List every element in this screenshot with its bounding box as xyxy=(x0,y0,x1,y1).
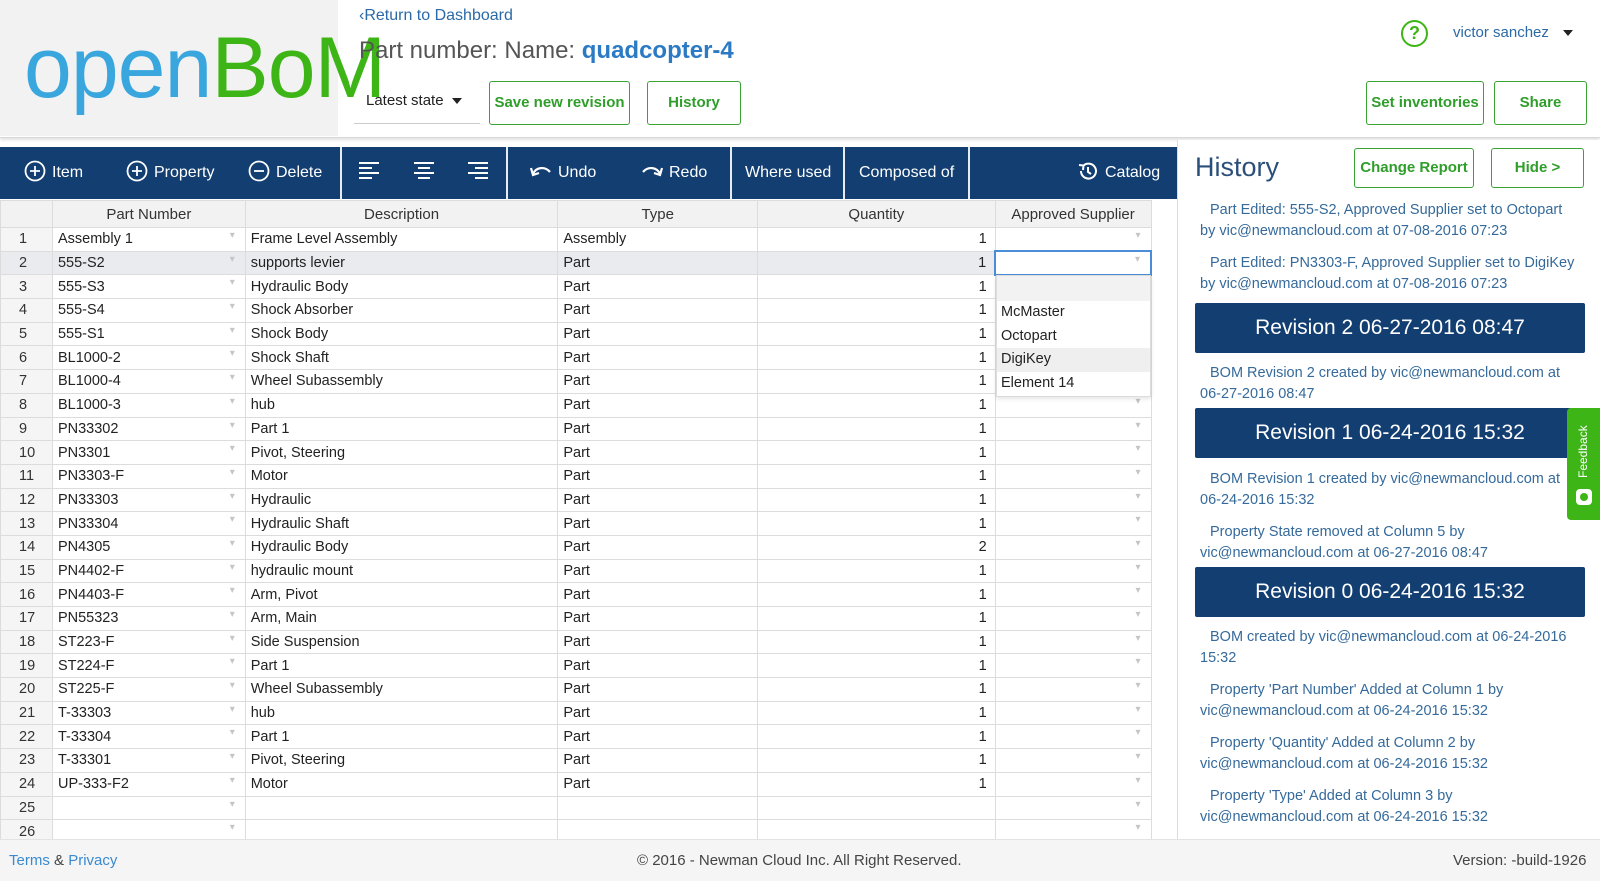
part-number-cell[interactable] xyxy=(52,820,245,839)
type-cell[interactable]: Part xyxy=(558,370,758,394)
table-row[interactable] xyxy=(1,346,1152,370)
type-cell[interactable]: Part xyxy=(558,441,758,465)
toolbar-divider xyxy=(730,147,732,199)
quantity-cell[interactable]: 1 xyxy=(758,299,996,323)
table-row[interactable] xyxy=(1,583,1152,607)
quantity-cell[interactable]: 1 xyxy=(758,701,996,725)
approved-supplier-cell[interactable] xyxy=(995,535,1151,559)
part-number-cell[interactable]: Assembly 1 ▾ xyxy=(52,228,245,252)
table-row[interactable] xyxy=(1,228,1152,252)
history-panel xyxy=(1177,140,1600,839)
part-number-cell[interactable]: ST224-F ▾ xyxy=(52,654,245,678)
part-number-cell[interactable]: PN33304 ▾ xyxy=(52,512,245,536)
row-number: 23 xyxy=(1,749,53,773)
align-left-button[interactable] xyxy=(358,147,386,199)
part-number-cell[interactable]: ST223-F ▾ xyxy=(52,630,245,654)
row-number: 14 xyxy=(1,535,53,559)
openbom-logo[interactable]: openBoM xyxy=(24,20,386,116)
hide-history-button[interactable]: Hide > xyxy=(1491,148,1584,188)
approved-supplier-cell[interactable] xyxy=(995,417,1151,441)
history-title: History xyxy=(1195,152,1280,182)
type-cell[interactable]: Part xyxy=(558,583,758,607)
type-cell[interactable]: Part xyxy=(558,654,758,678)
approved-supplier-cell[interactable] xyxy=(995,749,1151,773)
set-inventories-button[interactable]: Set inventories xyxy=(1366,81,1484,125)
type-cell[interactable]: Part xyxy=(558,275,758,299)
description-cell[interactable]: Wheel Subassembly xyxy=(245,678,558,702)
table-row[interactable] xyxy=(1,251,1152,275)
part-number-cell[interactable]: T-33303 ▾ xyxy=(52,701,245,725)
description-cell[interactable]: Wheel Subassembly xyxy=(245,370,558,394)
user-menu[interactable]: victor sanchez xyxy=(1453,24,1573,41)
approved-supplier-cell[interactable] xyxy=(995,464,1151,488)
part-number-cell[interactable]: 555-S1 ▾ xyxy=(52,322,245,346)
table-row[interactable] xyxy=(1,630,1152,654)
part-number-cell[interactable] xyxy=(52,796,245,820)
approved-supplier-cell[interactable] xyxy=(995,725,1151,749)
approved-supplier-cell[interactable] xyxy=(995,654,1151,678)
part-number-cell[interactable]: 555-S2 ▾ xyxy=(52,251,245,275)
type-cell[interactable]: Part xyxy=(558,322,758,346)
row-number: 6 xyxy=(1,346,53,370)
align-right-icon xyxy=(467,161,489,181)
align-left-icon xyxy=(358,161,380,181)
description-cell[interactable]: Hydraulic Body xyxy=(245,535,558,559)
history-entry: BOM Revision 2 created by vic@newmancloud.com at 06-27-2016 08:47 xyxy=(1200,365,1560,402)
caret-down-icon xyxy=(452,98,462,104)
composed-of-button[interactable]: Composed of xyxy=(859,164,955,181)
approved-supplier-cell[interactable] xyxy=(995,228,1151,252)
catalog-button[interactable]: Catalog xyxy=(1077,147,1160,199)
column-header[interactable]: Quantity xyxy=(758,201,996,228)
row-number: 9 xyxy=(1,417,53,441)
quantity-cell[interactable]: 1 xyxy=(758,370,996,394)
toolbar-divider xyxy=(506,147,508,199)
table-row[interactable] xyxy=(1,820,1152,839)
history-entry: Property State removed at Column 5 by vic@newmancloud.com at 06-27-2016 08:47 xyxy=(1200,524,1488,561)
type-cell[interactable]: Part xyxy=(558,393,758,417)
row-number: 24 xyxy=(1,772,53,796)
quantity-cell[interactable]: 1 xyxy=(758,607,996,631)
part-number-cell[interactable]: PN3303-F ▾ xyxy=(52,464,245,488)
row-number: 20 xyxy=(1,678,53,702)
part-number-cell[interactable]: 555-S4 ▾ xyxy=(52,299,245,323)
quantity-cell[interactable]: 1 xyxy=(758,725,996,749)
type-cell[interactable]: Part xyxy=(558,630,758,654)
table-row[interactable] xyxy=(1,607,1152,631)
version-text: Version: -build-1926 xyxy=(1453,852,1587,869)
table-row[interactable] xyxy=(1,678,1152,702)
add-item-button[interactable]: Item xyxy=(24,147,83,199)
part-number-cell[interactable]: PN3301 ▾ xyxy=(52,441,245,465)
add-property-button[interactable]: Property xyxy=(126,147,214,199)
type-cell[interactable]: Assembly xyxy=(558,228,758,252)
quantity-cell[interactable]: 1 xyxy=(758,488,996,512)
row-number: 16 xyxy=(1,583,53,607)
quantity-cell[interactable]: 2 xyxy=(758,535,996,559)
part-number-cell[interactable]: BL1000-2 ▾ xyxy=(52,346,245,370)
description-cell[interactable]: Motor xyxy=(245,464,558,488)
description-cell[interactable]: hub xyxy=(245,701,558,725)
redo-icon xyxy=(641,162,663,180)
type-cell[interactable]: Part xyxy=(558,725,758,749)
table-row[interactable] xyxy=(1,299,1152,323)
description-cell[interactable]: hub xyxy=(245,393,558,417)
description-cell[interactable] xyxy=(245,820,558,839)
quantity-cell[interactable]: 1 xyxy=(758,772,996,796)
approved-supplier-cell[interactable] xyxy=(995,678,1151,702)
description-cell[interactable]: Frame Level Assembly xyxy=(245,228,558,252)
table-row[interactable] xyxy=(1,701,1152,725)
history-button[interactable]: History xyxy=(647,81,741,125)
quantity-cell[interactable]: 1 xyxy=(758,441,996,465)
chat-icon xyxy=(1575,488,1593,506)
part-number-cell[interactable]: T-33301 ▾ xyxy=(52,749,245,773)
part-number-cell[interactable]: BL1000-3 ▾ xyxy=(52,393,245,417)
description-cell[interactable]: hydraulic mount xyxy=(245,559,558,583)
copyright-text: © 2016 - Newman Cloud Inc. All Right Reserved. xyxy=(637,852,962,869)
history-icon xyxy=(1077,160,1099,182)
row-number: 11 xyxy=(1,464,53,488)
history-entry: BOM created by vic@newmancloud.com at 06-24-2016 15:32 xyxy=(1200,629,1567,666)
row-number: 1 xyxy=(1,228,53,252)
quantity-cell[interactable]: 1 xyxy=(758,464,996,488)
part-number-cell[interactable]: UP-333-F2 ▾ xyxy=(52,772,245,796)
bom-grid xyxy=(0,200,1152,839)
dropdown-option[interactable]: Element 14 xyxy=(1001,375,1075,392)
undo-button[interactable]: Undo xyxy=(530,147,596,199)
bom-table xyxy=(0,200,1152,839)
quantity-cell[interactable]: 1 xyxy=(758,654,996,678)
quantity-cell[interactable]: 1 xyxy=(758,559,996,583)
type-cell[interactable]: Part xyxy=(558,559,758,583)
approved-supplier-cell[interactable] xyxy=(995,796,1151,820)
description-cell[interactable]: Part 1 xyxy=(245,725,558,749)
column-header[interactable]: Part Number xyxy=(52,201,245,228)
column-header[interactable]: Approved Supplier xyxy=(995,201,1151,228)
table-row[interactable] xyxy=(1,417,1152,441)
column-header[interactable]: Type xyxy=(558,201,758,228)
table-row[interactable] xyxy=(1,322,1152,346)
type-cell[interactable]: Part xyxy=(558,251,758,275)
type-cell[interactable] xyxy=(558,796,758,820)
history-entry: BOM Revision 1 created by vic@newmancloud.com at 06-24-2016 15:32 xyxy=(1200,471,1560,508)
description-cell[interactable]: Shock Absorber xyxy=(245,299,558,323)
history-entry: Property 'Quantity' Added at Column 2 by vic@newmancloud.com at 06-24-2016 15:32 xyxy=(1200,735,1488,772)
state-select[interactable]: Latest state xyxy=(354,86,480,124)
plus-circle-icon xyxy=(126,160,148,182)
row-number: 5 xyxy=(1,322,53,346)
page-title: Part number: Name: quadcopter-4 xyxy=(359,37,734,64)
toolbar-divider xyxy=(968,147,970,199)
row-number: 2 xyxy=(1,251,53,275)
privacy-link[interactable]: Privacy xyxy=(68,852,118,869)
row-number: 15 xyxy=(1,559,53,583)
type-cell[interactable]: Part xyxy=(558,678,758,702)
where-used-button[interactable]: Where used xyxy=(745,164,832,181)
table-row[interactable] xyxy=(1,393,1152,417)
dropdown-option[interactable]: DigiKey xyxy=(997,348,1150,372)
description-cell[interactable] xyxy=(245,796,558,820)
row-number: 18 xyxy=(1,630,53,654)
description-cell[interactable]: supports levier xyxy=(245,251,558,275)
toolbar-divider xyxy=(340,147,342,199)
terms-link[interactable]: Terms xyxy=(9,852,50,869)
description-cell[interactable]: Shock Body xyxy=(245,322,558,346)
description-cell[interactable]: Pivot, Steering xyxy=(245,749,558,773)
table-row[interactable] xyxy=(1,275,1152,299)
row-number: 17 xyxy=(1,607,53,631)
part-number-cell[interactable]: PN55323 ▾ xyxy=(52,607,245,631)
bom-toolbar xyxy=(0,147,1177,199)
delete-button[interactable]: Delete xyxy=(248,147,322,199)
quantity-cell[interactable]: 1 xyxy=(758,678,996,702)
caret-down-icon xyxy=(1563,30,1573,36)
feedback-tab[interactable]: Feedback xyxy=(1567,408,1600,520)
part-number-cell[interactable]: PN33303 ▾ xyxy=(52,488,245,512)
table-row[interactable] xyxy=(1,488,1152,512)
type-cell[interactable]: Part xyxy=(558,772,758,796)
dropdown-header xyxy=(997,276,1150,301)
type-cell[interactable]: Part xyxy=(558,512,758,536)
minus-circle-icon xyxy=(248,160,270,182)
history-entry: Property 'Type' Added at Column 3 by vic@newmancloud.com at 06-24-2016 15:32 xyxy=(1200,788,1488,825)
quantity-cell[interactable]: 1 xyxy=(758,583,996,607)
quantity-cell[interactable] xyxy=(758,820,996,839)
description-cell[interactable]: Arm, Main xyxy=(245,607,558,631)
type-cell[interactable]: Part xyxy=(558,346,758,370)
change-report-button[interactable]: Change Report xyxy=(1354,148,1474,188)
plus-circle-icon xyxy=(24,160,46,182)
revision-header[interactable]: Revision 1 06-24-2016 15:32 xyxy=(1195,408,1585,458)
approved-supplier-cell[interactable] xyxy=(995,701,1151,725)
table-row[interactable] xyxy=(1,654,1152,678)
type-cell[interactable]: Part xyxy=(558,464,758,488)
legal-links: Terms & Privacy xyxy=(9,852,118,869)
part-number-cell[interactable]: PN4402-F ▾ xyxy=(52,559,245,583)
approved-supplier-cell[interactable] xyxy=(995,607,1151,631)
approved-supplier-cell[interactable] xyxy=(995,441,1151,465)
align-center-button[interactable] xyxy=(413,147,441,199)
description-cell[interactable]: Part 1 xyxy=(245,654,558,678)
table-row[interactable] xyxy=(1,559,1152,583)
part-name: quadcopter-4 xyxy=(581,37,734,64)
part-number-cell[interactable]: PN4403-F ▾ xyxy=(52,583,245,607)
approved-supplier-cell[interactable] xyxy=(995,583,1151,607)
quantity-cell[interactable]: 1 xyxy=(758,630,996,654)
help-icon[interactable]: ? xyxy=(1401,20,1428,47)
dropdown-option[interactable]: McMaster xyxy=(1001,304,1065,320)
quantity-cell[interactable]: 1 xyxy=(758,251,996,275)
table-row[interactable] xyxy=(1,512,1152,536)
type-cell[interactable] xyxy=(558,820,758,839)
approved-supplier-cell[interactable] xyxy=(995,512,1151,536)
description-cell[interactable]: Hydraulic xyxy=(245,488,558,512)
table-row[interactable] xyxy=(1,464,1152,488)
header-row xyxy=(1,201,1152,228)
row-number: 21 xyxy=(1,701,53,725)
part-number-cell[interactable]: ST225-F ▾ xyxy=(52,678,245,702)
row-number: 19 xyxy=(1,654,53,678)
quantity-cell[interactable]: 1 xyxy=(758,417,996,441)
quantity-cell[interactable]: 1 xyxy=(758,228,996,252)
quantity-cell[interactable]: 1 xyxy=(758,346,996,370)
table-row[interactable] xyxy=(1,441,1152,465)
part-number-cell[interactable]: T-33304 ▾ xyxy=(52,725,245,749)
row-number: 4 xyxy=(1,299,53,323)
toolbar-divider xyxy=(843,147,845,199)
history-entry: Part Edited: 555-S2, Approved Supplier set to Octopart by vic@newmancloud.com at 07-08-2016 07:23 xyxy=(1200,202,1563,239)
row-number: 26 xyxy=(1,820,53,839)
description-cell[interactable]: Hydraulic Shaft xyxy=(245,512,558,536)
description-cell[interactable]: Part 1 xyxy=(245,417,558,441)
type-cell[interactable]: Part xyxy=(558,701,758,725)
approved-supplier-cell[interactable] xyxy=(995,820,1151,839)
save-new-revision-button[interactable]: Save new revision xyxy=(489,81,630,125)
type-cell[interactable]: Part xyxy=(558,417,758,441)
description-cell[interactable]: Shock Shaft xyxy=(245,346,558,370)
chevron-left-icon: ‹ xyxy=(359,7,365,24)
logo-area xyxy=(0,0,386,136)
share-button[interactable]: Share xyxy=(1494,81,1587,125)
row-number: 25 xyxy=(1,796,53,820)
quantity-cell[interactable] xyxy=(758,796,996,820)
part-number-cell[interactable]: 555-S3 ▾ xyxy=(52,275,245,299)
app-header xyxy=(0,0,1600,138)
type-cell[interactable]: Part xyxy=(558,488,758,512)
row-number: 22 xyxy=(1,725,53,749)
page-footer xyxy=(0,839,1600,881)
approved-supplier-cell[interactable] xyxy=(995,559,1151,583)
part-number-cell[interactable]: PN4305 ▾ xyxy=(52,535,245,559)
approved-supplier-cell[interactable] xyxy=(995,488,1151,512)
quantity-cell[interactable]: 1 xyxy=(758,749,996,773)
quantity-cell[interactable]: 1 xyxy=(758,393,996,417)
approved-supplier-cell[interactable] xyxy=(995,251,1151,275)
align-center-icon xyxy=(413,161,435,181)
type-cell[interactable]: Part xyxy=(558,749,758,773)
approved-supplier-cell[interactable] xyxy=(995,772,1151,796)
table-row[interactable] xyxy=(1,796,1152,820)
description-cell[interactable]: Hydraulic Body xyxy=(245,275,558,299)
description-cell[interactable]: Arm, Pivot xyxy=(245,583,558,607)
quantity-cell[interactable]: 1 xyxy=(758,512,996,536)
table-row[interactable] xyxy=(1,535,1152,559)
row-number: 3 xyxy=(1,275,53,299)
row-number: 12 xyxy=(1,488,53,512)
quantity-cell[interactable]: 1 xyxy=(758,322,996,346)
quantity-cell[interactable]: 1 xyxy=(758,275,996,299)
description-cell[interactable]: Pivot, Steering xyxy=(245,441,558,465)
row-number: 13 xyxy=(1,512,53,536)
revision-header[interactable]: Revision 2 06-27-2016 08:47 xyxy=(1195,303,1585,353)
part-number-cell[interactable]: BL1000-4 ▾ xyxy=(52,370,245,394)
dropdown-option[interactable]: Octopart xyxy=(1001,327,1057,344)
description-cell[interactable]: Motor xyxy=(245,772,558,796)
table-row[interactable] xyxy=(1,749,1152,773)
row-number: 10 xyxy=(1,441,53,465)
row-number: 8 xyxy=(1,393,53,417)
row-number: 7 xyxy=(1,370,53,394)
type-cell[interactable]: Part xyxy=(558,535,758,559)
undo-icon xyxy=(530,162,552,180)
table-row[interactable] xyxy=(1,725,1152,749)
part-number-cell[interactable]: PN33302 ▾ xyxy=(52,417,245,441)
description-cell[interactable]: Side Suspension xyxy=(245,630,558,654)
table-row[interactable] xyxy=(1,370,1152,394)
table-row[interactable] xyxy=(1,772,1152,796)
history-entry: Part Edited: PN3303-F, Approved Supplier set to DigiKey by vic@newmancloud.com at 07-08-2016 07:23 xyxy=(1200,255,1575,292)
align-right-button[interactable] xyxy=(467,147,495,199)
history-entry: Property 'Part Number' Added at Column 1 by vic@newmancloud.com at 06-24-2016 15:32 xyxy=(1200,682,1504,719)
approved-supplier-cell[interactable] xyxy=(995,630,1151,654)
return-to-dashboard-link[interactable]: ‹Return to Dashboard xyxy=(359,7,513,24)
revision-header[interactable]: Revision 0 06-24-2016 15:32 xyxy=(1195,567,1585,617)
redo-button[interactable]: Redo xyxy=(641,147,707,199)
row-number-header xyxy=(1,201,53,228)
approved-supplier-dropdown[interactable] xyxy=(996,275,1151,397)
column-header[interactable]: Description xyxy=(245,201,558,228)
type-cell[interactable]: Part xyxy=(558,607,758,631)
type-cell[interactable]: Part xyxy=(558,299,758,323)
